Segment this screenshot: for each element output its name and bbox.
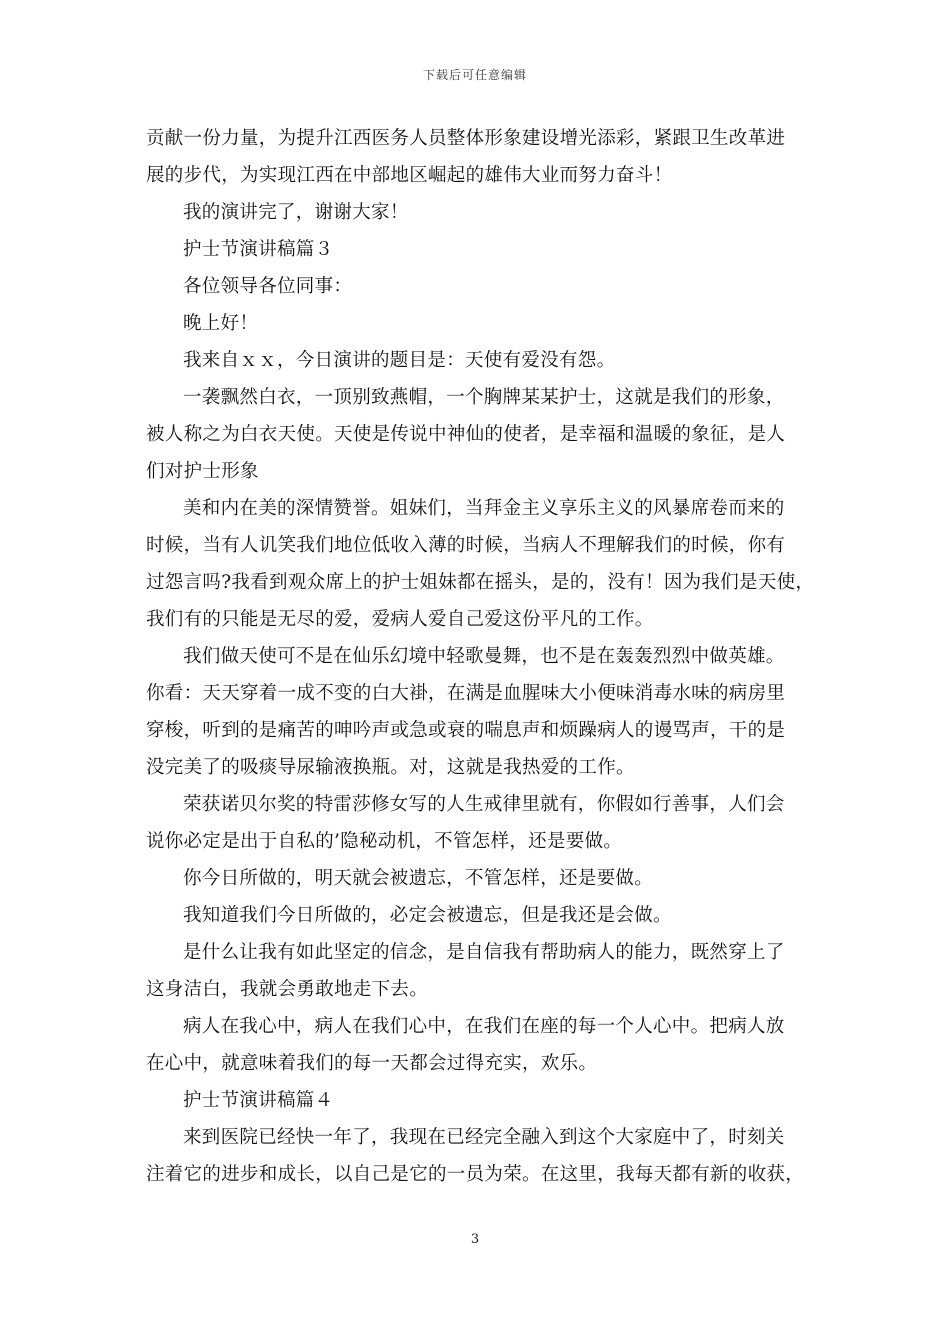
text-line: 各位领导各位同事： <box>183 276 353 297</box>
text-line: 我的演讲完了，谢谢大家！ <box>183 202 409 223</box>
text-line: 过怨言吗?我看到观众席上的护士姐妹都在摇头，是的，没有！因为我们是天使， <box>146 572 815 593</box>
text-line: 展的步代，为实现江西在中部地区崛起的雄伟大业而努力奋斗！ <box>146 165 673 186</box>
text-line: 护士节演讲稿篇３ <box>183 239 334 260</box>
text-line: 你今日所做的，明天就会被遗忘，不管怎样，还是要做。 <box>183 868 654 889</box>
text-line: 在心中，就意味着我们的每一天都会过得充实，欢乐。 <box>146 1053 598 1074</box>
text-line: 时候，当有人讥笑我们地位低收入薄的时候，当病人不理解我们的时候，你有 <box>146 535 786 556</box>
text-line: 说你必定是出于自私的’隐秘动机，不管怎样，还是要做。 <box>146 831 623 852</box>
text-line: 被人称之为白衣天使。天使是传说中神仙的使者，是幸福和温暖的象征，是人 <box>146 424 786 445</box>
text-line: 晚上好！ <box>183 313 259 334</box>
text-line: 们对护士形象 <box>146 461 259 482</box>
text-line: 这身洁白，我就会勇敢地走下去。 <box>146 979 429 1000</box>
text-line: 我来自ｘｘ，今日演讲的题目是：天使有爱没有怨。 <box>183 350 616 371</box>
text-line: 荣获诺贝尔奖的特雷莎修女写的人生戒律里就有，你假如行善事，人们会 <box>183 794 785 815</box>
text-line: 一袭飘然白衣，一顶别致燕帽，一个胸牌某某护士，这就是我们的形象， <box>183 387 785 408</box>
text-line: 美和内在美的深情赞誉。姐妹们，当拜金主义享乐主义的风暴席卷而来的 <box>183 498 785 519</box>
page-number: 3 <box>470 1232 480 1247</box>
text-line: 贡献一份力量，为提升江西医务人员整体形象建设增光添彩，紧跟卫生改革进 <box>146 128 786 149</box>
text-line: 你看：天天穿着一成不变的白大褂，在满是血腥味大小便味消毒水味的病房里 <box>146 683 786 704</box>
body-text <box>146 120 814 1193</box>
text-line: 我知道我们今日所做的，必定会被遗忘，但是我还是会做。 <box>183 905 672 926</box>
text-line: 没完美了的吸痰导尿输液换瓶。对，这就是我热爱的工作。 <box>146 757 635 778</box>
page-header: 下载后可任意编辑 <box>422 68 527 82</box>
text-line: 我们有的只能是无尽的爱，爱病人爱自己爱这份平凡的工作。 <box>146 609 654 630</box>
text-line: 注着它的进步和成长，以自己是它的一员为荣。在这里，我每天都有新的收获， <box>146 1164 805 1185</box>
text-line: 是什么让我有如此坚定的信念，是自信我有帮助病人的能力，既然穿上了 <box>183 942 785 963</box>
text-line: 护士节演讲稿篇４ <box>183 1090 334 1111</box>
text-line: 我们做天使可不是在仙乐幻境中轻歌曼舞，也不是在轰轰烈烈中做英雄。 <box>183 646 785 667</box>
text-line: 病人在我心中，病人在我们心中，在我们在座的每一个人心中。把病人放 <box>183 1016 785 1037</box>
text-line: 来到医院已经快一年了，我现在已经完全融入到这个大家庭中了，时刻关 <box>183 1127 785 1148</box>
text-line: 穿梭，听到的是痛苦的呻吟声或急或衰的喘息声和烦躁病人的谩骂声，干的是 <box>146 720 786 741</box>
